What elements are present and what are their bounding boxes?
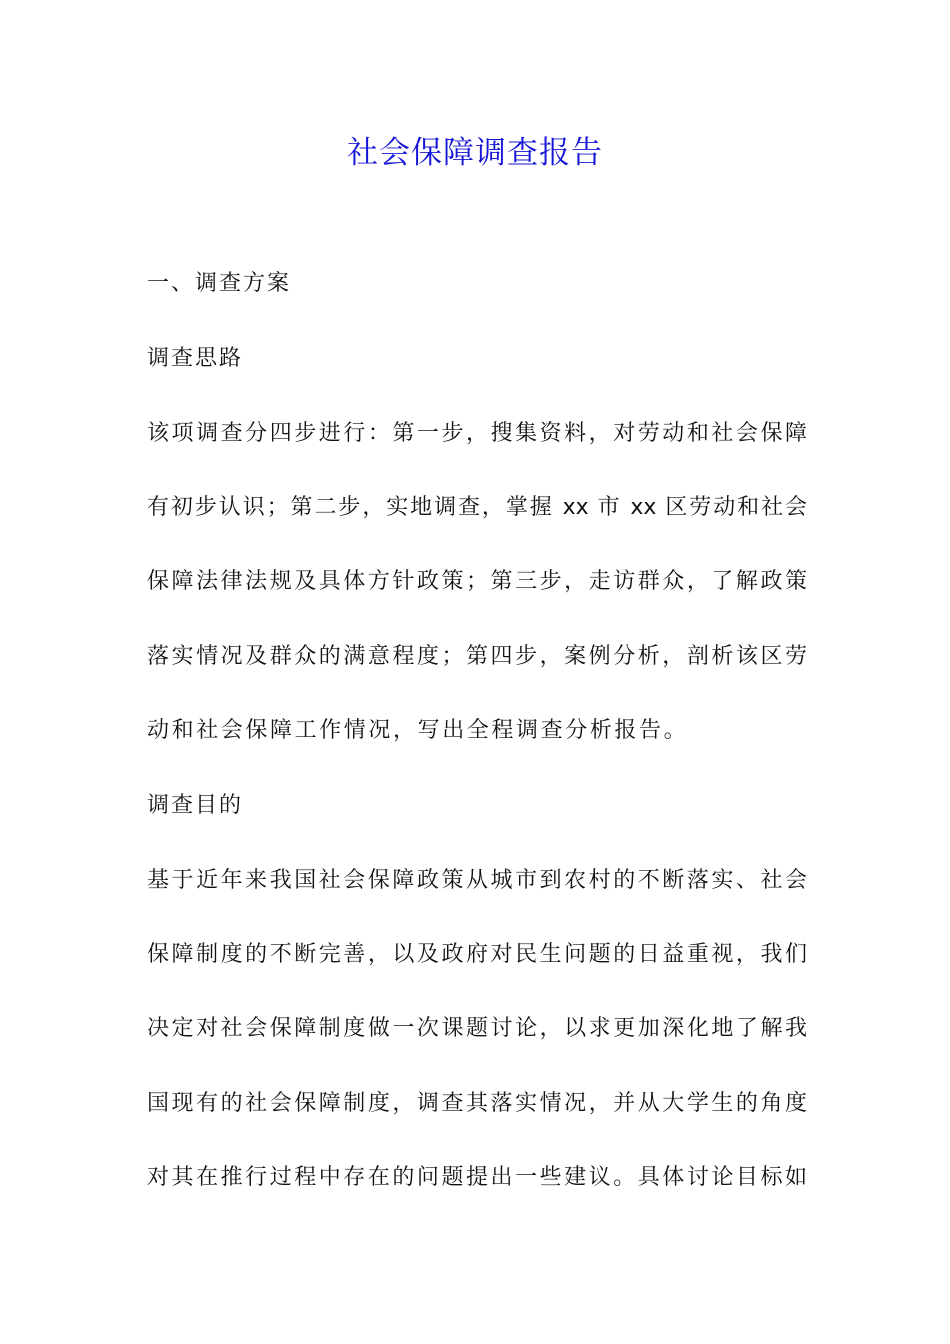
subheading-purpose: 调查目的 xyxy=(147,793,244,818)
paragraph-line: 保障制度的不断完善，以及政府对民生问题的日益重视，我们 xyxy=(147,942,807,967)
paragraph-line: 有初步认识；第二步，实地调查，掌握 xx 市 xx 区劳动和社会 xyxy=(147,495,807,520)
paragraph-line: 动和社会保障工作情况，写出全程调查分析报告。 xyxy=(147,718,689,743)
paragraph-line: 对其在推行过程中存在的问题提出一些建议。具体讨论目标如 xyxy=(147,1165,807,1190)
paragraph-line: 落实情况及群众的满意程度；第四步，案例分析，剖析该区劳 xyxy=(147,644,807,669)
subheading-approach: 调查思路 xyxy=(147,346,244,371)
paragraph-line: 基于近年来我国社会保障政策从城市到农村的不断落实、社会 xyxy=(147,868,807,893)
paragraph-line: 该项调查分四步进行：第一步，搜集资料，对劳动和社会保障 xyxy=(147,421,807,446)
paragraph-line: 国现有的社会保障制度，调查其落实情况，并从大学生的角度 xyxy=(147,1091,807,1116)
paragraph-line: 决定对社会保障制度做一次课题讨论，以求更加深化地了解我 xyxy=(147,1016,807,1041)
paragraph-line: 保障法律法规及具体方针政策；第三步，走访群众，了解政策 xyxy=(147,569,807,594)
section-heading: 一、调查方案 xyxy=(147,271,292,296)
document-title: 社会保障调查报告 xyxy=(347,135,603,171)
